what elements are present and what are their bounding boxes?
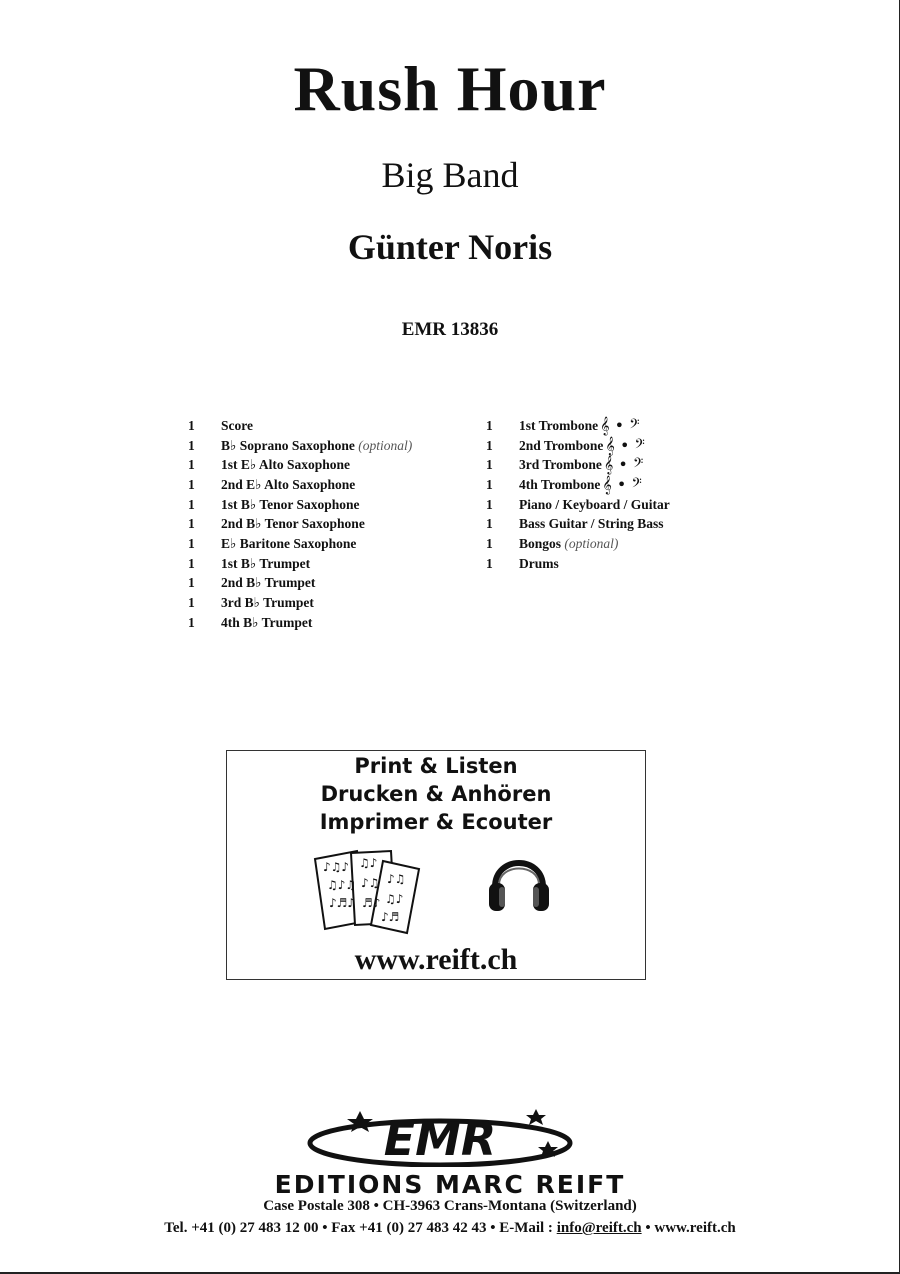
promo-line-german: Drucken & Anhören xyxy=(320,782,552,806)
svg-text:♫♪♫: ♫♪♫ xyxy=(327,878,357,892)
svg-text:♫♪: ♫♪ xyxy=(359,856,378,870)
list-item xyxy=(188,416,412,436)
publisher-contact xyxy=(0,1220,900,1237)
part-qty: 1 xyxy=(486,417,493,433)
list-item xyxy=(486,495,670,515)
list-item xyxy=(188,495,412,515)
part-qty: 1 xyxy=(188,417,195,433)
part-name: 1st E♭ Alto Saxophone xyxy=(221,457,351,473)
parts-list-left xyxy=(188,416,412,633)
part-name: B♭ Soprano Saxophone xyxy=(221,437,355,453)
clef-icon: 𝄞 • 𝄢 xyxy=(605,435,645,455)
part-qty: 1 xyxy=(188,516,195,532)
svg-text:♬♪: ♬♪ xyxy=(362,896,381,910)
clef-icon: 𝄞 • 𝄢 xyxy=(602,474,642,494)
part-name: 3rd Trombone xyxy=(519,457,602,473)
list-item xyxy=(188,475,412,495)
part-qty: 1 xyxy=(188,437,195,453)
list-item xyxy=(188,534,412,554)
list-item xyxy=(188,436,412,456)
svg-text:♪♫: ♪♫ xyxy=(387,872,406,886)
list-item xyxy=(486,475,670,495)
part-note: (optional) xyxy=(358,437,413,453)
part-qty: 1 xyxy=(188,457,195,473)
svg-text:♪♬♪: ♪♬♪ xyxy=(329,896,356,910)
list-item xyxy=(188,574,412,594)
subtitle: Big Band xyxy=(381,155,519,195)
part-name: 2nd B♭ Trumpet xyxy=(221,575,316,591)
svg-text:♪♫: ♪♫ xyxy=(361,876,380,890)
part-qty: 1 xyxy=(486,535,493,551)
part-qty: 1 xyxy=(188,595,195,611)
page-title: Rush Hour xyxy=(293,53,607,124)
part-name: 4th B♭ Trumpet xyxy=(221,614,313,630)
list-item xyxy=(486,416,670,436)
part-qty: 1 xyxy=(188,476,195,492)
part-qty: 1 xyxy=(486,555,493,571)
part-qty: 1 xyxy=(486,437,493,453)
part-name: 1st B♭ Trumpet xyxy=(221,555,311,571)
list-item xyxy=(486,514,670,534)
publisher-address: Case Postale 308 • CH-3963 Crans-Montana (Switzerland) xyxy=(263,1198,637,1214)
composer: Günter Noris xyxy=(347,227,553,267)
part-name: Bongos xyxy=(519,535,562,551)
svg-text:♫♪: ♫♪ xyxy=(385,892,404,906)
svg-text:♪♬: ♪♬ xyxy=(381,910,400,924)
part-qty: 1 xyxy=(486,476,493,492)
list-item xyxy=(486,455,670,475)
part-qty: 1 xyxy=(188,496,195,512)
list-item xyxy=(188,613,412,633)
clef-icon: 𝄞 • 𝄢 xyxy=(603,455,644,475)
part-name: 2nd E♭ Alto Saxophone xyxy=(221,476,356,492)
part-qty: 1 xyxy=(188,535,195,551)
list-item xyxy=(486,554,670,574)
part-name: Drums xyxy=(519,555,559,571)
part-name: 3rd B♭ Trumpet xyxy=(221,595,314,611)
part-name: Score xyxy=(221,417,253,433)
contact-website: • www.reift.ch xyxy=(641,1220,736,1236)
part-name: 1st B♭ Tenor Saxophone xyxy=(221,496,360,512)
part-qty: 1 xyxy=(486,496,493,512)
catalog-number: EMR 13836 xyxy=(401,319,499,340)
part-name: Bass Guitar / String Bass xyxy=(519,516,664,532)
print-listen-box xyxy=(226,750,646,980)
list-item xyxy=(486,436,670,456)
publisher-name: EDITIONS MARC REIFT xyxy=(274,1170,626,1199)
part-qty: 1 xyxy=(188,575,195,591)
part-name: 1st Trombone xyxy=(519,417,599,433)
part-name: E♭ Baritone Saxophone xyxy=(221,535,357,551)
clef-icon: 𝄞 • 𝄢 xyxy=(600,415,640,435)
part-qty: 1 xyxy=(486,457,493,473)
list-item xyxy=(188,455,412,475)
emr-logo xyxy=(300,1105,600,1167)
part-note: (optional) xyxy=(564,535,619,551)
part-qty: 1 xyxy=(486,516,493,532)
sheet-music-icon xyxy=(307,847,422,935)
headphones-icon xyxy=(487,847,551,917)
part-name: 2nd B♭ Tenor Saxophone xyxy=(221,516,365,532)
list-item xyxy=(188,514,412,534)
promo-line-english: Print & Listen xyxy=(354,754,518,778)
part-name: 4th Trombone xyxy=(519,476,601,492)
parts-list-right xyxy=(486,416,670,574)
list-item xyxy=(486,534,670,554)
promo-line-french: Imprimer & Ecouter xyxy=(319,810,553,834)
svg-text:♪♫♪: ♪♫♪ xyxy=(323,860,350,874)
list-item xyxy=(188,554,412,574)
part-qty: 1 xyxy=(188,555,195,571)
part-name: Piano / Keyboard / Guitar xyxy=(519,496,670,512)
part-qty: 1 xyxy=(188,614,195,630)
part-name: 2nd Trombone xyxy=(519,437,604,453)
promo-url-link[interactable]: www.reift.ch xyxy=(354,943,518,976)
list-item xyxy=(188,593,412,613)
email-link[interactable]: info@reift.ch xyxy=(556,1220,642,1236)
emr-logo-text: EMR xyxy=(383,1112,497,1166)
contact-phone-fax: Tel. +41 (0) 27 483 12 00 • Fax +41 (0) 27 483 42 43 • E-Mail : xyxy=(164,1220,557,1236)
